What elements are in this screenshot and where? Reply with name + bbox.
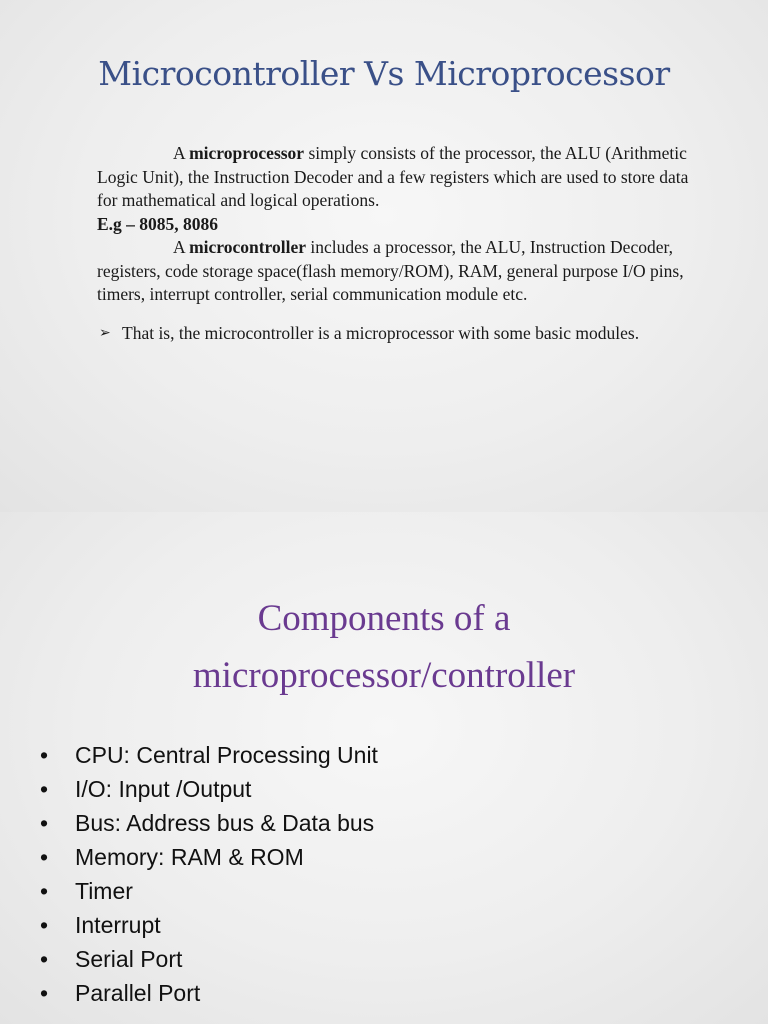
bullet-icon: • (40, 810, 49, 836)
example-line: E.g – 8085, 8086 (97, 213, 219, 234)
bullet-icon: • (40, 980, 49, 1006)
list-item: • I/O: Input /Output (40, 772, 378, 806)
bullet-icon: • (40, 776, 49, 802)
list-item: • Serial Port (40, 942, 378, 976)
list-item: • Timer (40, 874, 378, 908)
list-item: • Interrupt (40, 908, 378, 942)
bullet-icon: • (40, 946, 49, 972)
bullet-icon: • (40, 912, 49, 938)
bullet-icon: • (40, 742, 49, 768)
summary-text: That is, the microcontroller is a microprocessor with some basic modules. (122, 322, 640, 343)
microcontroller-definition: A microcontroller includes a processor, the ALU, Instruction Decoder, registers, code storage space(flash memory/ROM), RAM, general purpose I/O pins, timers, interrupt controller, serial communication module etc. (97, 237, 684, 304)
components-list (40, 738, 378, 1010)
list-item: • Parallel Port (40, 976, 378, 1010)
list-item: • Bus: Address bus & Data bus (40, 806, 378, 840)
microprocessor-term: microprocessor (189, 143, 305, 163)
slide-1-body (97, 142, 697, 345)
bullet-icon: • (40, 844, 49, 870)
slide-2-title (0, 590, 768, 704)
list-item: • Memory: RAM & ROM (40, 840, 378, 874)
slide-2 (0, 512, 768, 1024)
microprocessor-definition: A microprocessor simply consists of the processor, the ALU (Arithmetic Logic Unit), the Instruction Decoder and a few registers which are used to store data for mathematical and logical operations. (97, 143, 689, 210)
summary-bullet (97, 322, 697, 346)
list-item: • CPU: Central Processing Unit (40, 738, 378, 772)
arrow-bullet-icon: ➢ (99, 325, 111, 341)
bullet-icon: • (40, 878, 49, 904)
slide-2-title-line-1: Components of a (257, 598, 511, 639)
slide-1-title: Microcontroller Vs Microprocessor (98, 54, 670, 93)
slide-2-title-line-2: microprocessor/controller (192, 655, 576, 696)
microcontroller-term: microcontroller (189, 237, 307, 257)
